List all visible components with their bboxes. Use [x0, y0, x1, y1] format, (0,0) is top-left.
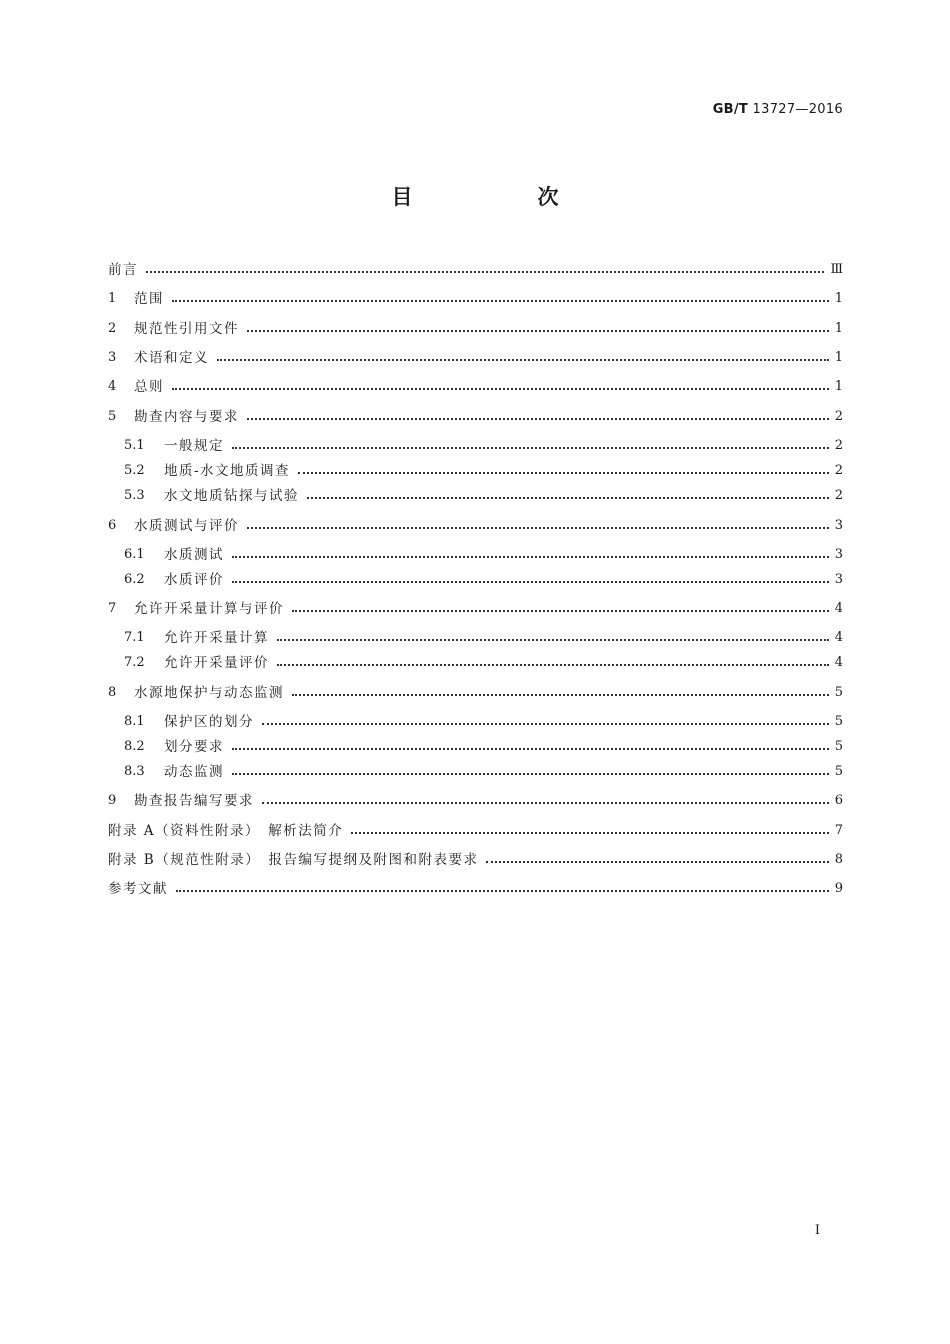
toc-entry-page: 5 [834, 764, 843, 779]
toc-entry-page: 5 [834, 714, 843, 729]
toc-entry[interactable] [124, 460, 843, 482]
toc-entry[interactable] [124, 485, 843, 507]
toc-entry-page: 4 [834, 601, 843, 616]
toc-leader-dots [232, 736, 829, 758]
toc-leader-dots [247, 515, 829, 537]
toc-entry-page: 2 [834, 463, 843, 478]
toc-entry-number: 5.3 [124, 488, 145, 503]
toc-entry-page: 1 [834, 321, 843, 336]
toc-entry-title: 勘查报告编写要求 [134, 793, 254, 809]
toc-entry[interactable] [108, 406, 843, 428]
toc-entry-title: 参考文献 [108, 881, 168, 897]
toc-entry-page: 5 [834, 739, 843, 754]
toc-leader-dots [172, 288, 829, 310]
toc-leader-dots [262, 790, 829, 812]
toc-entry-page: 2 [834, 488, 843, 503]
toc-entry-page: 3 [834, 547, 843, 562]
toc-leader-dots [277, 627, 829, 649]
toc-entry-title: 允许开采量计算 [164, 630, 269, 646]
toc-entry-title: 一般规定 [164, 438, 224, 454]
toc-entry[interactable] [124, 569, 843, 591]
toc-leader-dots [292, 682, 829, 704]
toc-leader-dots [247, 406, 829, 428]
toc-entry-page: 2 [834, 409, 843, 424]
toc-entry[interactable] [108, 259, 843, 281]
toc-entry-number: 7.1 [124, 630, 145, 645]
toc-entry[interactable] [108, 820, 843, 842]
toc-entry[interactable] [124, 711, 843, 733]
toc-entry-number: 2 [108, 321, 117, 336]
toc-entry[interactable] [108, 598, 843, 620]
toc-leader-dots [232, 569, 829, 591]
toc-entry-page: 2 [834, 438, 843, 453]
toc-entry-page: 1 [834, 379, 843, 394]
toc-leader-dots [232, 544, 829, 566]
toc-entry-number: 7 [108, 601, 117, 616]
toc-entry-title: 水文地质钻探与试验 [164, 488, 299, 504]
toc-leader-dots [277, 652, 829, 674]
table-of-contents [108, 0, 843, 1344]
toc-entry-page: 7 [834, 823, 843, 838]
toc-entry-number: 3 [108, 350, 117, 365]
page-number: I [814, 1223, 820, 1238]
toc-entry-title: 水源地保护与动态监测 [134, 685, 284, 701]
toc-entry[interactable] [108, 347, 843, 369]
toc-leader-dots [292, 598, 829, 620]
toc-entry-title: 划分要求 [164, 739, 224, 755]
toc-entry-title: 允许开采量计算与评价 [134, 601, 284, 617]
toc-entry-title: 水质评价 [164, 572, 224, 588]
toc-entry[interactable] [124, 627, 843, 649]
toc-leader-dots [298, 460, 829, 482]
toc-leader-dots [176, 878, 829, 900]
toc-entry-number: 1 [108, 291, 117, 306]
toc-leader-dots [262, 711, 829, 733]
toc-entry-number: 6.1 [124, 547, 145, 562]
toc-title: 目 次 [391, 185, 611, 209]
toc-entry-number: 8.2 [124, 739, 145, 754]
toc-leader-dots [172, 376, 829, 398]
toc-entry-page: 4 [834, 655, 843, 670]
toc-entry-title: 前言 [108, 262, 138, 278]
toc-entry-title: 规范性引用文件 [134, 321, 239, 337]
toc-entry[interactable] [108, 790, 843, 812]
toc-leader-dots [232, 435, 829, 457]
toc-entry-page: 1 [834, 291, 843, 306]
toc-entry-number: 6 [108, 518, 117, 533]
toc-entry-title: 保护区的划分 [164, 714, 254, 730]
toc-entry-title: 动态监测 [164, 764, 224, 780]
toc-entry-title: 水质测试与评价 [134, 518, 239, 534]
toc-entry-page: 8 [834, 852, 843, 867]
toc-entry-title: 附录 A（资料性附录） 解析法简介 [108, 823, 344, 839]
toc-entry-number: 5 [108, 409, 117, 424]
toc-entry-title: 附录 B（规范性附录） 报告编写提纲及附图和附表要求 [108, 852, 479, 868]
toc-entry-number: 9 [108, 793, 117, 808]
toc-leader-dots [351, 820, 828, 842]
toc-leader-dots [486, 849, 828, 871]
toc-leader-dots [146, 259, 824, 281]
toc-entry-number: 6.2 [124, 572, 145, 587]
toc-entry[interactable] [108, 318, 843, 340]
toc-entry[interactable] [124, 761, 843, 783]
toc-entry[interactable] [124, 544, 843, 566]
toc-entry[interactable] [124, 652, 843, 674]
toc-entry-number: 8 [108, 685, 117, 700]
toc-entry-title: 水质测试 [164, 547, 224, 563]
toc-entry-page: Ⅲ [830, 262, 843, 277]
toc-entry-title: 勘查内容与要求 [134, 409, 239, 425]
toc-entry-page: 5 [834, 685, 843, 700]
toc-entry-title: 地质-水文地质调查 [164, 463, 291, 479]
toc-entry-title: 术语和定义 [134, 350, 209, 366]
toc-entry[interactable] [108, 849, 843, 871]
toc-entry-number: 4 [108, 379, 117, 394]
toc-entry-title: 范围 [134, 291, 164, 307]
toc-entry-number: 5.1 [124, 438, 145, 453]
toc-entry-number: 8.1 [124, 714, 145, 729]
toc-entry-page: 3 [834, 518, 843, 533]
toc-leader-dots [247, 318, 829, 340]
toc-entry-number: 8.3 [124, 764, 145, 779]
toc-leader-dots [307, 485, 829, 507]
toc-entry-page: 9 [834, 881, 843, 896]
standard-number: 13727—2016 [752, 102, 843, 117]
toc-entry-page: 1 [834, 350, 843, 365]
toc-entry[interactable] [124, 736, 843, 758]
toc-entry-page: 4 [834, 630, 843, 645]
toc-leader-dots [217, 347, 829, 369]
toc-entry[interactable] [108, 682, 843, 704]
toc-entry-page: 6 [834, 793, 843, 808]
toc-entry-number: 7.2 [124, 655, 145, 670]
toc-entry-title: 允许开采量评价 [164, 655, 269, 671]
toc-entry[interactable] [108, 515, 843, 537]
toc-entry-number: 5.2 [124, 463, 145, 478]
standard-prefix: GB/T [712, 102, 749, 117]
toc-entry[interactable] [108, 376, 843, 398]
toc-leader-dots [232, 761, 829, 783]
toc-entry[interactable] [108, 878, 843, 900]
toc-entry-title: 总则 [134, 379, 164, 395]
toc-entry[interactable] [124, 435, 843, 457]
toc-entry[interactable] [108, 288, 843, 310]
toc-entry-page: 3 [834, 572, 843, 587]
